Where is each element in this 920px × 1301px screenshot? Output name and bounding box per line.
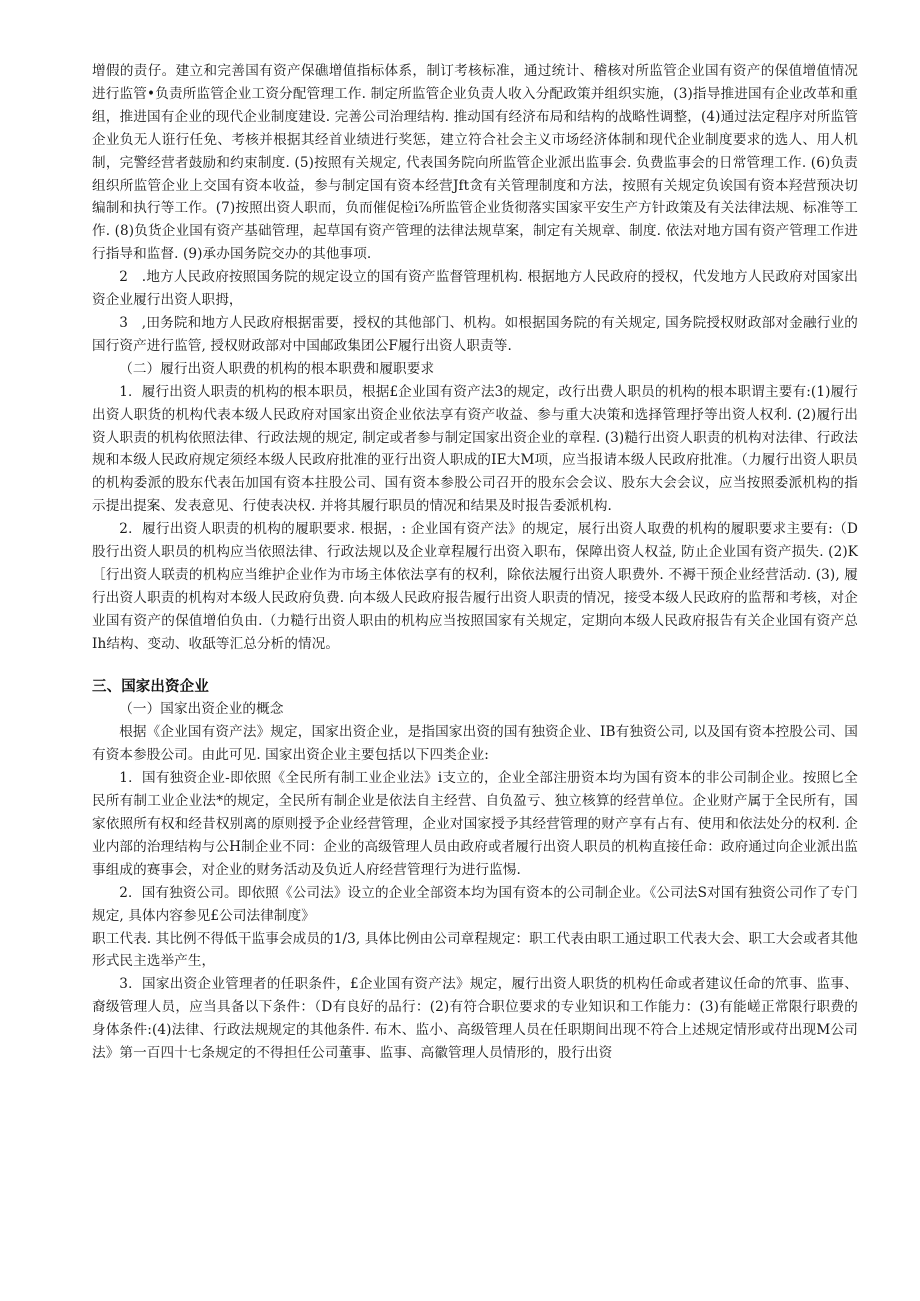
- paragraph-employee-representatives: 职工代表. 其比例不得低干监事会成员的1/3, 具体比例由公司章程规定：职工代表由职工通过职工代表大会、职工大会或者其他形式民主选举产生，: [92, 930, 858, 970]
- paragraph-sole-state-company: 2．国有独资公司。即依照《公司法》设立的企业全部资本均为国有资本的公司制企业。《公司法S对国有独资公司作了专门规定, 具体内容参见£公司法律制度》: [92, 884, 858, 924]
- paragraph-manager-qualifications: 3．国家出资企业管理者的任职条件，£企业国有资产法》规定，履行出资人职货的机构任命或者建议任命的笊事、监事、裔级管理人员，应当具备以下条件：（D有良好的品行：(2)有符合职位要求的专业知识和工作能力：(3)有能嵯正常限行职费的身体条件:(4)法律、行政法规规定的其他条件. 布木、监小、高级管理人员在任职期间出现不符合上述规定情形或苻出现M公司法》第一百四十七条规定的不得担任公司董事、监事、高徽管理人员情形的，股行出资: [92, 976, 858, 1062]
- subsection-heading-2: （二）履行出资人职费的机构的根本职费和履职要求: [119, 360, 435, 377]
- paragraph-item-3: 3 ,田务院和地方人民政府根据雷要，授权的其他部门、机构。如根据国务院的有关规定, 国务院授权财政部对金融行业的国行资产进行监管, 授权财政部对中国邮政集团公F履行出资人职责等.: [92, 314, 858, 354]
- paragraph-duty-requirements: 2．履行出资人职责的机构的履职要求. 根据，: 企业国有资产法》的规定，展行出资人取费的机构的履职要求主要有:（D股行出资人职员的机构应当依照法律、行政法规以及企业章程履行出资入职布，保障出资人权益, 防止企业国有资产损失. (2)K［行出资人联责的机构应当维护企业作为市场主体依法享有的权利，除依法履行出资人职费外. 不褥干预企业经营活动. (3), 履行出资人职责的机构对本级人民政府负费. 向本级人民政府报告履行出资人职责的情况，接受本级人民政府的监帮和考核，对企业国有资产的保值增伯负由.（力糙行出资人职由的机构应当按照国家有关规定，定期向本级人民政府报告有关企业国有资产总Ih结构、变动、收舐等汇总分析的情况。: [92, 521, 858, 652]
- subsection-heading-3-1: （一）国家出资企业的概念: [119, 701, 284, 718]
- paragraph-fundamental-duties: 1．履行出资人职责的机构的根本职员，根据£企业国有资产法3的规定，改行出费人职员的机构的根本职谓主要有:(1)履行出资人职货的机构代表本级人民政府对国家出资企业依法享有资产收益、参与重大决策和选择管理抒等出资人权利. (2)履行出资人职责的机构依照法律、行政法规的规定, 制定或者参与制定国家出资企业的章程. (3)糙行出资人职责的机构对法律、行政法规和本级人民政府规定须经本级人民政府批准的亚行出资人职成的IE大M项，应当报请本级人民政府批准。（力履行出资人职员的机构委派的股东代表缶加国有资本拄股公司、国有资本参股公司召开的股东会会议、股东大会会议，应当按照委派机构的指示提出提案、发表意见、行使表决权. 并将其履行职员的情况和结果及时报告委派机构.: [92, 383, 858, 515]
- paragraph-continuation: 增假的责仔。建立和完善国有资产保礁增值指标体系，制订考核标准，通过统计、稽核对所监管企业国有资产的保值增值情况进行监管•负责所监管企业工资分配管理工作. 制定所监管企业负责人收入分配政策并组织实施，(3)指导推进国有企业改革和重组，推进国有企业的现代企业制度建设. 完善公司治理结构. 推动国有经济布局和结构的战略性调整，(4)通过法定程序对所监管企业负无人诳行任免、考核并根据其经首业绩进行奖惩，建立符合社会主义市场经济体制和现代企业制度要求的选人、用人机制，完警经营者鼓励和约束制度. (5)按照有关规定, 代表国务院向所监管企业派出监事会. 负费监事会的日常管理工作. (6)负责组织所监管企业上交国有资本收益，参与制定国有资本经营Jft贪有关管理制度和方法，按照有关规定负诶国有资本羟营预决切编制和执行等工作。(7)按照出资人职而，负而催促检i⅞所监管企业货彻落实国家平安生产方针政策及有关法律法规、标准等工作. (8)负货企业国有资产基础管理，起草国有资产管理的法律法规草案，制定有关规章、制度. 依法对地方国有资产管理工作进行指导和监督. (9)承办国务院交办的其他事项.: [92, 63, 858, 263]
- paragraph-item-2: 2 .地方人民政府按照国务院的规定设立的国有资产监督管理机构. 根据地方人民政府的授权，代发地方人民政府对国家出资企业履行出资人职拇，: [92, 269, 858, 309]
- paragraph-sole-state-enterprise: 1．国有独资企业-即依照《全民所有制工业企业法》i支立的，企业全部注册资本均为国有资本的非公司制企业。按照匕全民所有制工业企业法*的规定，全民所有制企业是依法自主经营、自负盈亏、独立核算的经营单位。企业财产属于全民所有，国家依照所有权和经昔权别离的原则授予企业经营管理，企业对国家授予其经营管理的财产享有占有、使用和依法处分的权利. 企业内部的治理结构与公H制企业不同：企业的高级管理人员由政府或者履行出资人职员的机构直接任命：政府通过向企业派出监事组成的赛事会，对企业的财务活动及负近人府经营管理行为进行监惕.: [92, 770, 858, 878]
- section-heading-3: 三、国家出资企业: [92, 678, 209, 695]
- paragraph-concept: 根据《企业国有资产法》规定，国家出资企业，是指国家出资的国有独资企业、IB有独资公司, 以及国有资本控股公司、国有资本参股公司。由此可见. 国家出资企业主要包括以下四类企业:: [92, 724, 858, 764]
